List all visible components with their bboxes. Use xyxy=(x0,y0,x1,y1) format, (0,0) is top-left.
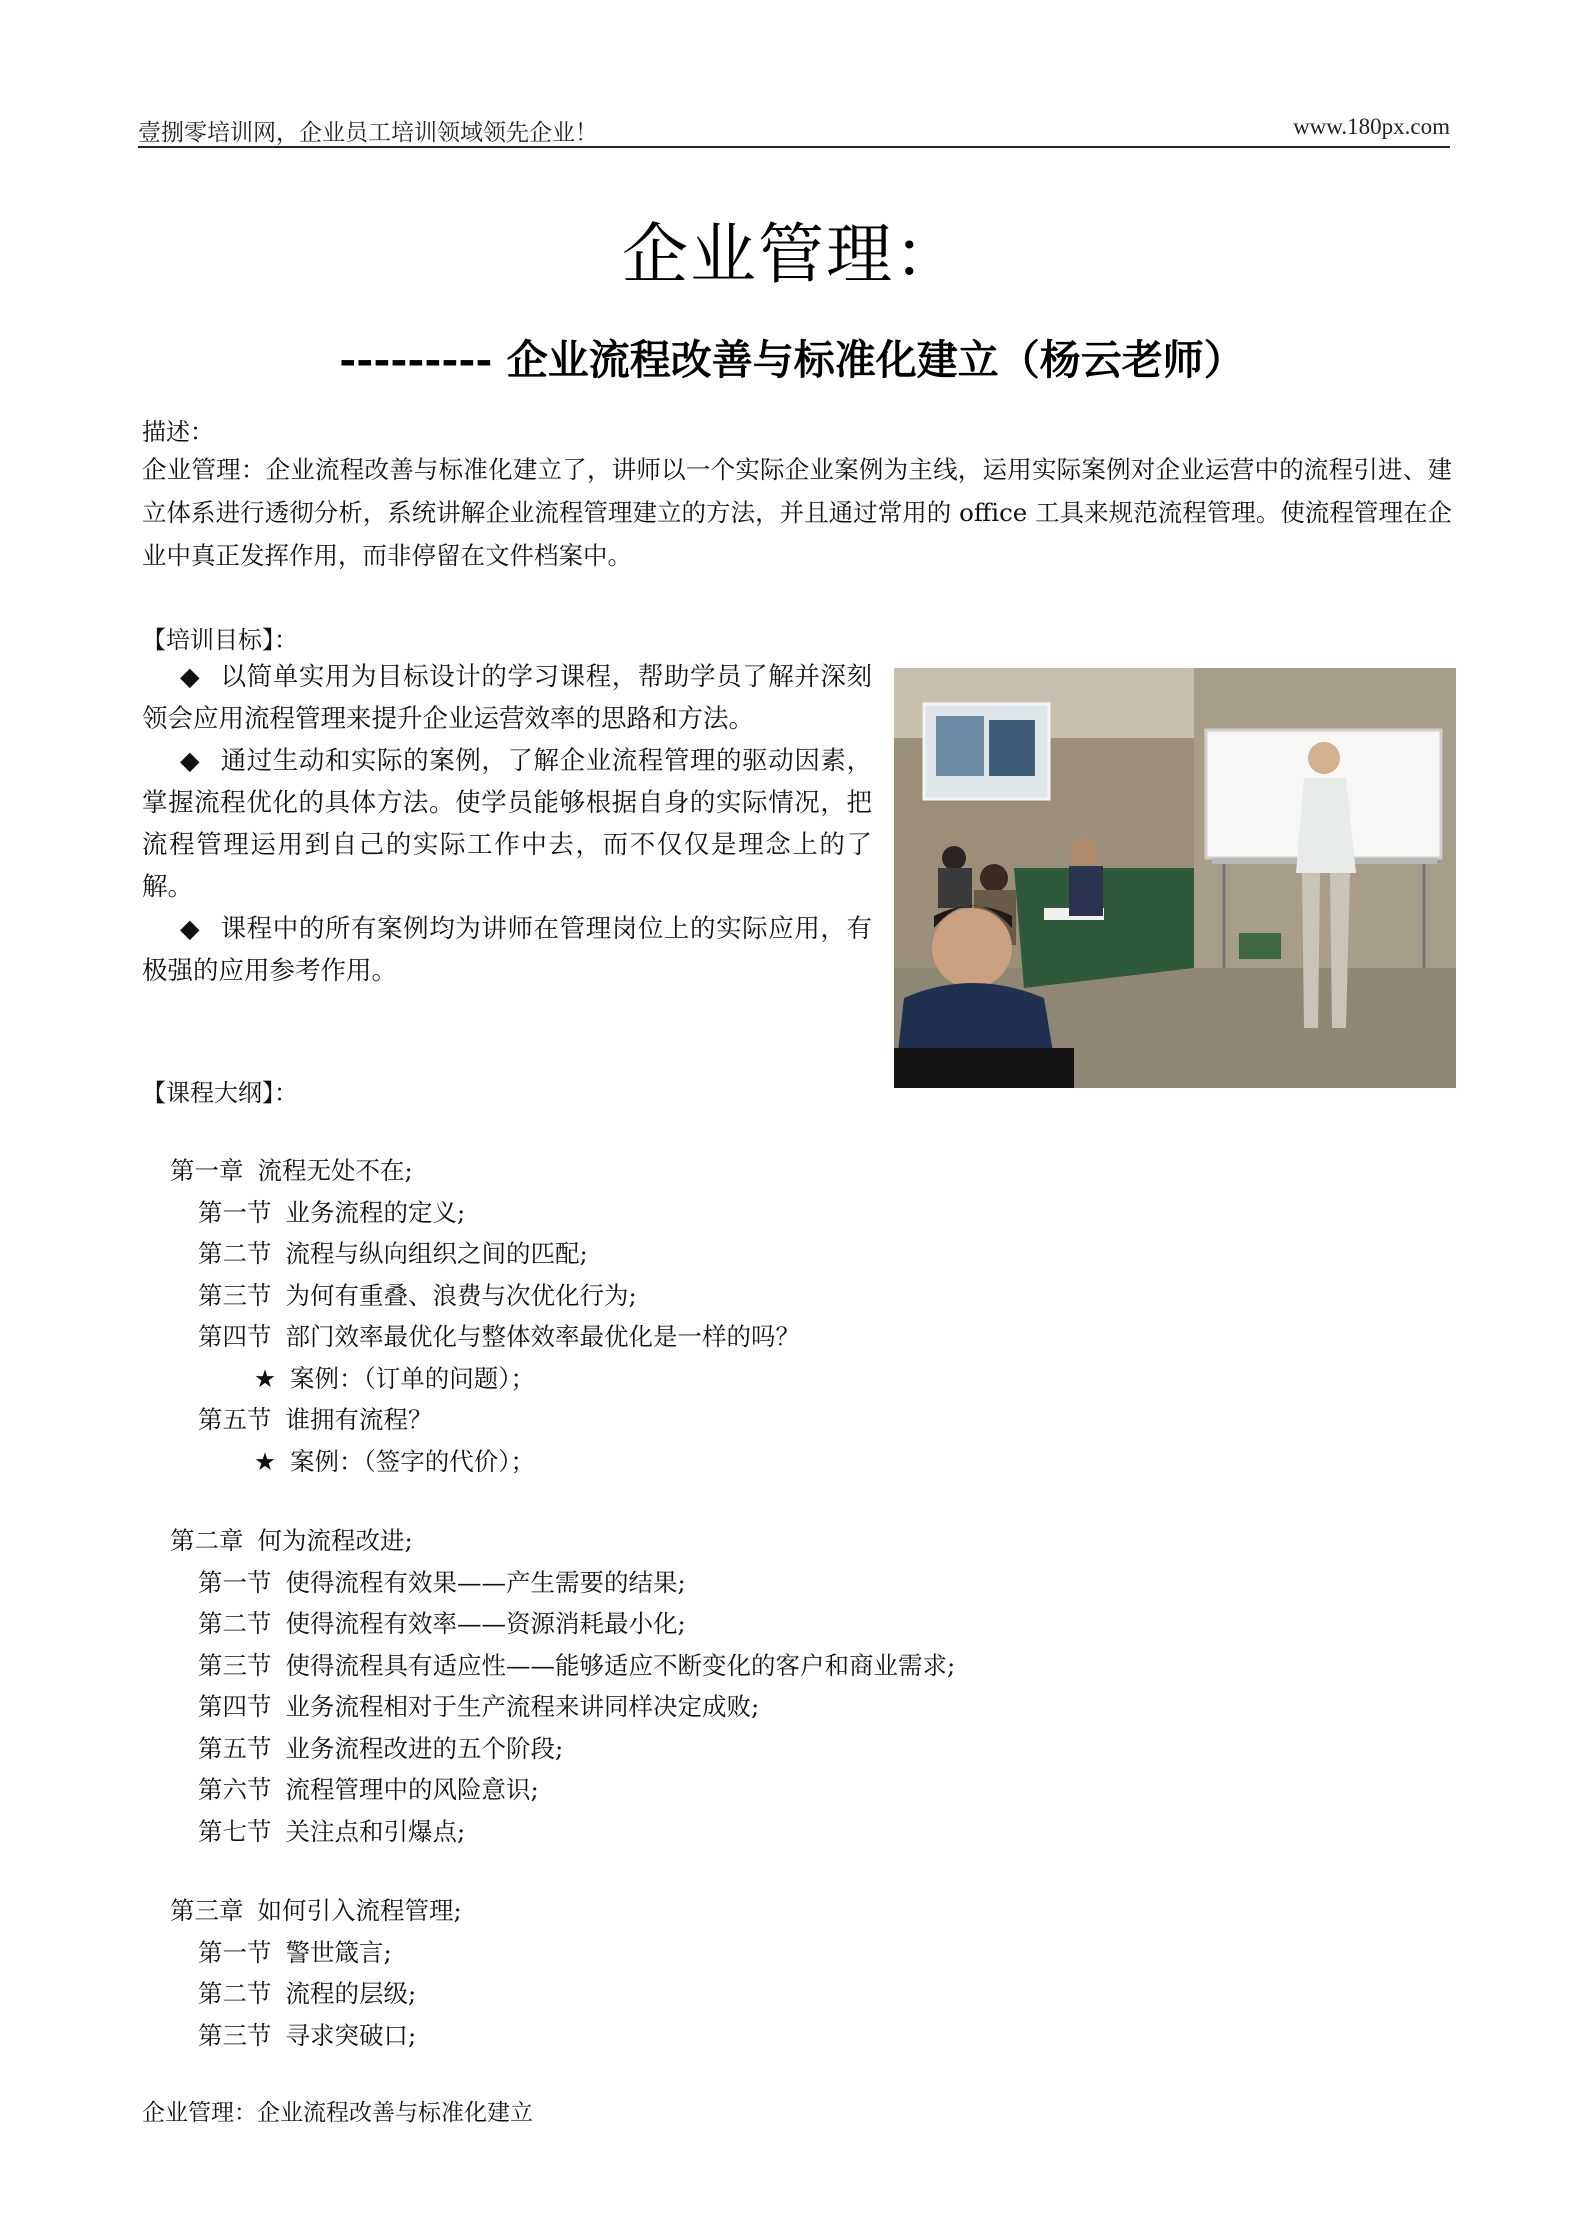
section-title: 流程与纵向组织之间的匹配; xyxy=(285,1239,588,1268)
section-number: 第四节 xyxy=(198,1692,272,1721)
section-row xyxy=(142,1603,1242,1645)
section-row xyxy=(142,2015,1242,2057)
chapter-3 xyxy=(142,1890,1242,2056)
section-row xyxy=(142,1192,1242,1234)
section-number: 第一节 xyxy=(198,1197,272,1227)
section-row xyxy=(142,1645,1242,1687)
case-title: 案例：（订单的问题）； xyxy=(289,1363,535,1393)
course-outline xyxy=(142,1150,1242,2094)
section-number: 第三节 xyxy=(198,1650,272,1680)
objective-text: 通过生动和实际的案例，了解企业流程管理的驱动因素，掌握流程优化的具体方法。使学员能够根据自身的实际情况，把流程管理运用到自己的实际工作中去，而不仅仅是理念上的了解。 xyxy=(142,746,872,902)
section-row xyxy=(142,1973,1242,2015)
chapter-number: 第二章 xyxy=(170,1526,244,1555)
outline-label: 【课程大纲】： xyxy=(142,1079,298,1107)
section-number: 第七节 xyxy=(198,1816,272,1846)
chapter-heading xyxy=(142,1150,1242,1192)
chapter-2 xyxy=(142,1520,1242,1852)
page-title: 企业管理： xyxy=(622,216,962,293)
section-title: 业务流程相对于生产流程来讲同样决定成败; xyxy=(285,1692,760,1721)
star-bullet-icon: ★ xyxy=(254,1446,276,1476)
header-website[interactable]: www.180px.com xyxy=(1293,114,1450,139)
page-header xyxy=(138,108,1450,148)
diamond-bullet-icon: ◆ xyxy=(180,662,200,692)
chapter-title: 流程无处不在; xyxy=(257,1156,413,1185)
section-title: 为何有重叠、浪费与次优化行为; xyxy=(285,1280,637,1310)
chapter-1 xyxy=(142,1150,1242,1482)
objective-item xyxy=(142,908,872,992)
section-title: 业务流程的定义; xyxy=(285,1197,466,1227)
section-number: 第二节 xyxy=(198,1239,272,1268)
diamond-bullet-icon: ◆ xyxy=(180,746,200,776)
section-row xyxy=(142,1811,1242,1853)
objective-text: 课程中的所有案例均为讲师在管理岗位上的实际应用，有极强的应用参考作用。 xyxy=(142,914,872,986)
section-title: 寻求突破口; xyxy=(285,2020,417,2050)
section-number: 第三节 xyxy=(198,2020,272,2050)
section-title: 使得流程有效果——产生需要的结果; xyxy=(285,1567,686,1597)
training-classroom-photo xyxy=(894,668,1456,1088)
section-title: 部门效率最优化与整体效率最优化是一样的吗？ xyxy=(285,1322,800,1351)
section-number: 第二节 xyxy=(198,1609,272,1638)
case-row xyxy=(142,1358,1242,1400)
case-title: 案例：（签字的代价）； xyxy=(289,1446,535,1476)
objective-item xyxy=(142,740,872,908)
section-row xyxy=(142,1399,1242,1441)
chapter-heading xyxy=(142,1890,1242,1932)
section-title: 警世箴言; xyxy=(285,1937,392,1967)
chapter-number: 第一章 xyxy=(170,1156,244,1185)
section-number: 第六节 xyxy=(198,1775,272,1804)
diamond-bullet-icon: ◆ xyxy=(180,914,200,944)
section-title: 流程管理中的风险意识; xyxy=(285,1775,539,1804)
section-row xyxy=(142,1275,1242,1317)
description-body: 企业管理：企业流程改善与标准化建立了，讲师以一个实际企业案例为主线，运用实际案例对企业运营中的流程引进、建立体系进行透彻分析，系统讲解企业流程管理建立的方法，并且通过常用的 office 工具来规范流程管理。使流程管理在企业中真正发挥作用，而非停留在文件档案中。 xyxy=(142,455,1452,570)
objectives-list xyxy=(142,656,872,992)
chapter-title: 如何引入流程管理; xyxy=(257,1896,462,1925)
section-number: 第二节 xyxy=(198,1979,272,2008)
chapter-number: 第三章 xyxy=(170,1896,244,1925)
case-row xyxy=(142,1441,1242,1483)
section-number: 第五节 xyxy=(198,1405,272,1434)
section-row xyxy=(142,1769,1242,1811)
section-title: 谁拥有流程？ xyxy=(285,1405,433,1434)
page-footer: 企业管理：企业流程改善与标准化建立 xyxy=(142,2100,533,2126)
section-number: 第一节 xyxy=(198,1937,272,1967)
section-number: 第五节 xyxy=(198,1733,272,1763)
section-number: 第三节 xyxy=(198,1280,272,1310)
section-title: 使得流程具有适应性——能够适应不断变化的客户和商业需求; xyxy=(285,1650,956,1680)
objective-item xyxy=(142,656,872,740)
chapter-title: 何为流程改进; xyxy=(257,1526,413,1555)
section-row xyxy=(142,1562,1242,1604)
description-label: 描述： xyxy=(142,418,214,446)
section-title: 流程的层级; xyxy=(285,1979,417,2008)
section-title: 使得流程有效率——资源消耗最小化; xyxy=(285,1609,686,1638)
header-slogan: 壹捌零培训网，企业员工培训领域领先企业！ xyxy=(138,120,598,146)
chapter-heading xyxy=(142,1520,1242,1562)
objective-text: 以简单实用为目标设计的学习课程，帮助学员了解并深刻领会应用流程管理来提升企业运营效率的思路和方法。 xyxy=(142,662,872,734)
section-row xyxy=(142,1932,1242,1974)
page-subtitle: --------- 企业流程改善与标准化建立（杨云老师） xyxy=(339,336,1245,384)
section-title: 关注点和引爆点; xyxy=(285,1816,466,1846)
section-number: 第一节 xyxy=(198,1567,272,1597)
section-number: 第四节 xyxy=(198,1322,272,1351)
section-row xyxy=(142,1728,1242,1770)
section-row xyxy=(142,1316,1242,1358)
star-bullet-icon: ★ xyxy=(254,1363,276,1393)
section-row xyxy=(142,1686,1242,1728)
objectives-label: 【培训目标】： xyxy=(142,626,298,654)
classroom-illustration xyxy=(894,668,1456,1088)
section-row xyxy=(142,1233,1242,1275)
section-title: 业务流程改进的五个阶段; xyxy=(285,1733,564,1763)
header-divider xyxy=(138,146,1450,148)
